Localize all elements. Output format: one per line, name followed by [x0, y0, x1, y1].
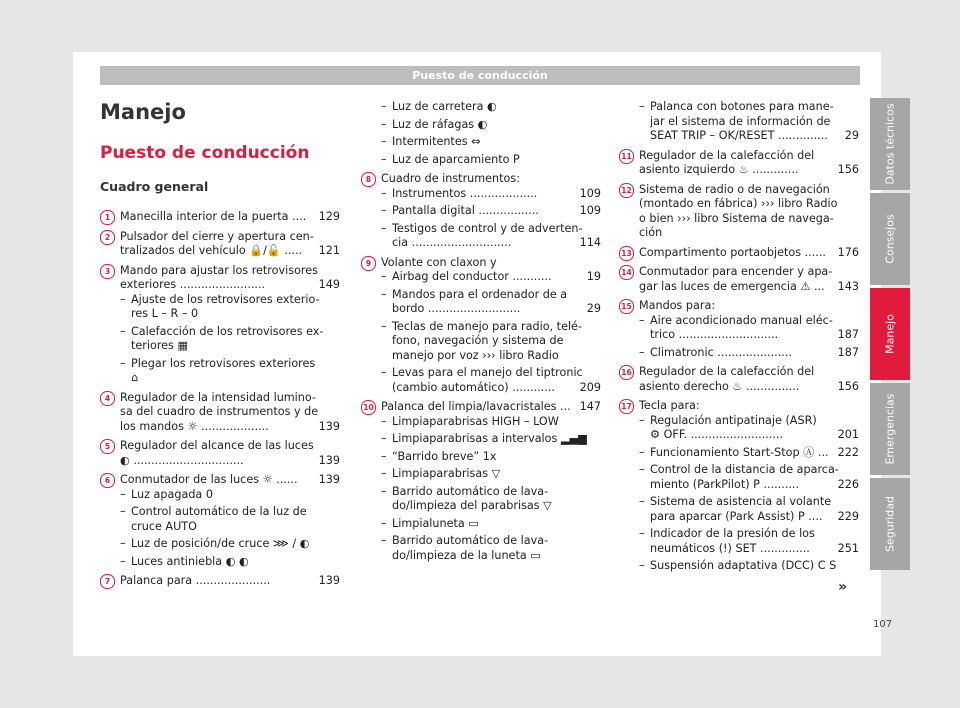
entry-text: – Barrido automático de lava-	[392, 534, 549, 547]
entry-line	[650, 495, 859, 510]
entry-line	[650, 346, 859, 361]
entry-line	[392, 270, 601, 285]
entry-text: – Climatronic .....................	[650, 345, 792, 359]
entry-text: tralizados del vehículo 🔒/🔓 .....	[120, 244, 303, 257]
entry-line	[639, 226, 859, 241]
entry-line	[131, 339, 340, 354]
column-1	[104, 210, 340, 594]
page-ref[interactable]: 139	[318, 574, 340, 587]
section-title: Manejo	[100, 100, 186, 124]
entry-line	[392, 381, 601, 396]
sub-entry	[381, 450, 601, 465]
toc-entry	[639, 100, 859, 144]
entry-line	[120, 230, 340, 245]
entry-line	[131, 555, 340, 570]
tab-consejos[interactable]: Consejos	[870, 193, 910, 285]
entry-text: do/limpieza de la luneta ▭	[392, 548, 541, 562]
sub-entry	[639, 314, 859, 343]
entry-line	[131, 488, 340, 503]
entry-text: – Luz de carretera ◐	[392, 100, 497, 113]
entry-line	[650, 100, 859, 115]
callout-number: 3	[100, 264, 115, 279]
entry-text: miento (ParkPilot) P ..........	[650, 477, 800, 491]
page-ref[interactable]: 139	[318, 473, 340, 486]
toc-entry	[104, 574, 340, 589]
entry-line	[131, 307, 340, 322]
toc-entry	[621, 365, 859, 394]
entry-text: Compartimento portaobjetos ......	[639, 245, 826, 259]
entry-text: Mandos para:	[639, 299, 716, 312]
callout-number: 11	[619, 149, 634, 164]
entry-text: sa del cuadro de instrumentos y de	[120, 405, 319, 418]
page-ref[interactable]: 29	[586, 302, 601, 315]
toc-entry	[104, 439, 340, 468]
callout-number: 10	[361, 400, 376, 415]
entry-line	[639, 280, 859, 295]
toc-entry	[104, 390, 340, 435]
callout-number: 7	[100, 574, 115, 589]
entry-text: res L – R – 0	[131, 307, 199, 320]
entry-line	[392, 485, 601, 500]
entry-line	[650, 510, 859, 525]
entry-line	[639, 183, 859, 198]
callout-number: 16	[619, 365, 634, 380]
entry-line	[392, 467, 601, 482]
entry-text: – Limpiaparabrisas HIGH – LOW	[392, 414, 559, 428]
entry-line	[392, 222, 601, 237]
entry-text: Manecilla interior de la puerta ....	[120, 210, 307, 223]
entry-text: – Limpiaparabrisas a intervalos ▂▄▆	[392, 432, 587, 445]
entry-line	[381, 256, 601, 271]
page-ref[interactable]: 139	[318, 453, 340, 467]
entry-line	[639, 399, 859, 414]
entry-line	[650, 328, 859, 343]
sub-entry	[639, 446, 859, 461]
entry-text: o bien ››› libro Sistema de navega-	[639, 211, 834, 225]
toc-entry	[363, 400, 601, 563]
entry-line	[392, 450, 601, 465]
entry-text: fono, navegación y sistema de	[392, 334, 564, 347]
page-ref[interactable]: 121	[318, 244, 340, 257]
entry-line	[639, 299, 859, 314]
entry-line	[120, 439, 340, 454]
entry-text: Conmutador para encender y apa-	[639, 265, 833, 278]
entry-text: – Control automático de la luz de	[131, 505, 307, 518]
sub-entry	[381, 204, 601, 219]
sub-entry	[381, 288, 601, 317]
entry-line	[392, 204, 601, 219]
side-tabs	[870, 98, 910, 573]
entry-text: – Palanca con botones para mane-	[650, 100, 834, 113]
entry-text: – Plegar los retrovisores exteriores	[131, 356, 316, 370]
sub-entry	[120, 537, 340, 552]
entry-text: – Calefacción de los retrovisores ex-	[131, 324, 324, 338]
callout-number: 6	[100, 473, 115, 488]
entry-text: exteriores ........................	[120, 278, 266, 291]
toc-entry	[104, 210, 340, 225]
entry-text: bordo ..........................	[392, 302, 521, 315]
entry-text: Regulador del alcance de las luces	[120, 439, 314, 452]
entry-line	[392, 517, 601, 532]
entry-text: Conmutador de las luces ☼ ......	[120, 473, 298, 486]
callout-number: 17	[619, 399, 634, 414]
entry-text: Tecla para:	[639, 399, 700, 412]
entry-text: – Pantalla digital .................	[392, 204, 539, 217]
entry-line	[392, 153, 601, 168]
entry-text: Regulador de la calefacción del	[639, 365, 815, 378]
entry-text: SEAT TRIP – OK/RESET ..............	[650, 129, 828, 142]
entry-line	[650, 542, 859, 557]
sub-entry	[120, 488, 340, 503]
toc-entry	[104, 473, 340, 569]
sub-entry	[381, 534, 601, 563]
sub-entry	[120, 293, 340, 322]
entry-line	[650, 314, 859, 329]
entry-line	[392, 432, 601, 447]
entry-text: ción	[639, 226, 663, 239]
page-number: 107	[873, 619, 893, 630]
entry-text: Palanca para .....................	[120, 574, 271, 587]
page-ref[interactable]: 143	[837, 279, 859, 293]
entry-text: – Sistema de asistencia al volante	[650, 495, 832, 508]
callout-number: 8	[361, 172, 376, 187]
entry-text: Sistema de radio o de navegación	[639, 182, 830, 196]
entry-line	[650, 446, 859, 461]
sub-entry	[381, 135, 601, 150]
entry-line	[392, 236, 601, 251]
sub-entry	[381, 485, 601, 514]
entry-line	[392, 349, 601, 364]
entry-line	[392, 187, 601, 202]
page-ref[interactable]: 187	[837, 345, 859, 359]
entry-text: asiento izquierdo ♨ .............	[639, 163, 799, 176]
entry-text: – Suspensión adaptativa (DCC) C S	[650, 559, 837, 572]
tab-datos-tecnicos[interactable]: Datos técnicos	[870, 98, 910, 190]
entry-line	[120, 420, 340, 435]
page-ref[interactable]: 176	[837, 245, 859, 259]
entry-text: Regulador de la intensidad lumino-	[120, 390, 316, 404]
page-ref[interactable]: 109	[579, 204, 601, 217]
entry-line	[650, 428, 859, 443]
subsection-title: Cuadro general	[100, 179, 209, 194]
entry-line	[120, 574, 340, 589]
toc-entry	[621, 182, 859, 241]
page-ref[interactable]: 226	[837, 477, 859, 491]
entry-line	[392, 118, 601, 133]
entry-line	[392, 549, 601, 564]
page-ref[interactable]: 139	[318, 419, 340, 433]
page-ref[interactable]: 19	[586, 270, 601, 283]
entry-line	[120, 264, 340, 279]
entry-line	[392, 415, 601, 430]
entry-text: ⚙ OFF. ..........................	[650, 428, 784, 441]
entry-line	[650, 478, 859, 493]
entry-text: ◐ ...............................	[120, 453, 244, 467]
tab-manejo[interactable]: Manejo	[870, 288, 910, 380]
entry-text: los mandos ☼ ...................	[120, 419, 269, 433]
page-ref[interactable]: 129	[318, 210, 340, 223]
toc-entry	[365, 172, 601, 251]
toc-entry	[621, 399, 859, 574]
sub-entry	[639, 495, 859, 524]
sub-entry	[381, 432, 601, 447]
entry-text: – Luz apagada 0	[131, 487, 213, 501]
entry-text: Regulador de la calefacción del	[639, 148, 815, 162]
entry-line	[392, 288, 601, 303]
entry-line	[639, 265, 859, 280]
toc-entry	[621, 148, 859, 178]
page-ref[interactable]: 251	[837, 541, 859, 555]
entry-text: do/limpieza del parabrisas ▽	[392, 499, 552, 512]
toc-entry	[365, 255, 601, 396]
toc-entry	[104, 229, 340, 259]
entry-text: Cuadro de instrumentos:	[381, 172, 520, 185]
callout-number: 1	[100, 210, 115, 225]
sub-entry	[381, 187, 601, 202]
entry-text: – Testigos de control y de adverten-	[392, 221, 583, 235]
entry-line	[639, 197, 859, 212]
entry-line	[381, 172, 601, 187]
toc-entry	[621, 245, 859, 261]
entry-text: – Ajuste de los retrovisores exterio-	[131, 292, 320, 306]
entry-text: gar las luces de emergencia ⚠ ...	[639, 279, 825, 293]
continue-arrow: »	[838, 579, 848, 595]
entry-line	[650, 527, 859, 542]
entry-line	[392, 334, 601, 349]
entry-text: manejo por voz ››› libro Radio	[392, 348, 559, 362]
entry-line	[650, 414, 859, 429]
sub-entry	[120, 357, 340, 386]
entry-line	[120, 210, 340, 225]
entry-text: – Luz de ráfagas ◐	[392, 117, 488, 131]
page-ref[interactable]: 114	[579, 236, 601, 249]
entry-line	[650, 559, 859, 574]
sub-entry	[381, 320, 601, 364]
toc-entry	[621, 265, 859, 294]
entry-line	[131, 325, 340, 340]
entry-line	[131, 537, 340, 552]
entry-text: cruce AUTO	[131, 519, 197, 533]
tab-seguridad[interactable]: Seguridad	[870, 478, 910, 570]
entry-line	[639, 246, 859, 261]
page-ref[interactable]: 147	[579, 400, 601, 413]
entry-line	[650, 115, 859, 130]
entry-line	[131, 505, 340, 520]
sub-entry	[381, 100, 601, 115]
entry-line	[392, 366, 601, 381]
sub-entry	[639, 346, 859, 361]
sub-entry	[639, 559, 859, 574]
page-header: Puesto de conducción	[100, 66, 860, 85]
entry-text: – Regulación antipatinaje (ASR)	[650, 413, 817, 427]
entry-text: – Teclas de manejo para radio, telé-	[392, 319, 582, 333]
sub-entry	[381, 118, 601, 133]
entry-line	[392, 302, 601, 317]
entry-line	[120, 278, 340, 293]
entry-line	[639, 212, 859, 227]
callout-number: 13	[619, 246, 634, 261]
entry-line	[120, 454, 340, 469]
entry-line	[131, 371, 340, 386]
entry-line	[639, 365, 859, 380]
entry-text: – Airbag del conductor ...........	[392, 270, 552, 283]
entry-text: – Limpialuneta ▭	[392, 516, 479, 530]
entry-text: para aparcar (Park Assist) P ....	[650, 509, 823, 523]
callout-number: 15	[619, 299, 634, 314]
entry-text: trico ............................	[650, 328, 779, 341]
page-ref[interactable]: 109	[579, 186, 601, 200]
column-3	[621, 100, 859, 579]
entry-text: – “Barrido breve” 1x	[392, 449, 497, 463]
toc-entry	[381, 100, 601, 167]
callout-number: 5	[100, 439, 115, 454]
sub-entry	[639, 100, 859, 144]
entry-line	[392, 135, 601, 150]
callout-number: 9	[361, 256, 376, 271]
tab-emergencias[interactable]: Emergencias	[870, 383, 910, 475]
entry-line	[131, 293, 340, 308]
page-ref[interactable]: 187	[837, 328, 859, 341]
entry-line	[131, 357, 340, 372]
page-ref[interactable]: 201	[837, 428, 859, 441]
entry-line	[381, 400, 601, 415]
entry-line	[120, 405, 340, 420]
toc-entry	[621, 299, 859, 360]
callout-number: 12	[619, 183, 634, 198]
entry-text: neumáticos (!) SET ..............	[650, 541, 810, 555]
entry-line	[392, 320, 601, 335]
entry-line	[120, 391, 340, 406]
sub-entry	[381, 270, 601, 285]
page-ref[interactable]: 156	[837, 163, 859, 176]
entry-text: (cambio automático) ............	[392, 380, 555, 394]
entry-text: teriores ▦	[131, 339, 189, 352]
entry-text: asiento derecho ♨ ...............	[639, 379, 800, 393]
column-2	[363, 100, 601, 568]
sub-entry	[381, 366, 601, 395]
entry-text: – Luces antiniebla ◐ ◐	[131, 554, 249, 568]
entry-line	[650, 463, 859, 478]
entry-line	[131, 520, 340, 535]
entry-text: jar el sistema de información de	[650, 114, 831, 128]
entry-line	[392, 534, 601, 549]
entry-text: Mando para ajustar los retrovisores	[120, 263, 318, 277]
page-ref[interactable]: 229	[837, 509, 859, 523]
page-ref[interactable]: 209	[579, 380, 601, 394]
sub-entry	[120, 325, 340, 354]
entry-text: – Instrumentos ...................	[392, 186, 538, 200]
entry-line	[650, 129, 859, 144]
entry-text: – Aire acondicionado manual eléc-	[650, 313, 833, 327]
entry-text: – Funcionamiento Start-Stop Ⓐ ...	[650, 445, 829, 459]
page-ref[interactable]: 29	[844, 129, 859, 142]
page-ref[interactable]: 149	[318, 278, 340, 291]
sub-entry	[381, 517, 601, 532]
entry-line	[639, 163, 859, 178]
entry-text: cia ............................	[392, 236, 512, 249]
entry-text: Pulsador del cierre y apertura cen-	[120, 229, 314, 243]
sub-entry	[120, 505, 340, 534]
entry-text: Volante con claxon y	[381, 255, 497, 269]
entry-text: – Intermitentes ⇔	[392, 135, 481, 148]
sub-entry	[381, 222, 601, 251]
sub-entry	[381, 415, 601, 430]
sub-entry	[639, 414, 859, 443]
entry-text: ⌂	[131, 371, 139, 384]
entry-line	[120, 244, 340, 259]
entry-text: – Limpiaparabrisas ▽	[392, 467, 501, 480]
entry-line	[392, 100, 601, 115]
sub-entry	[381, 467, 601, 482]
entry-text: (montado en fábrica) ››› libro Radio	[639, 197, 838, 210]
entry-text: – Luz de posición/de cruce ⋙ / ◐	[131, 537, 310, 550]
chapter-title: Puesto de conducción	[100, 143, 310, 163]
sub-entry	[381, 153, 601, 168]
callout-number: 14	[619, 265, 634, 280]
page-ref[interactable]: 222	[837, 445, 859, 459]
entry-text: – Barrido automático de lava-	[392, 484, 549, 498]
callout-number: 2	[100, 230, 115, 245]
callout-number: 4	[100, 391, 115, 406]
entry-line	[120, 473, 340, 488]
entry-text: Palanca del limpia/lavacristales ...	[381, 400, 571, 413]
sub-entry	[639, 527, 859, 556]
entry-line	[639, 380, 859, 395]
entry-line	[392, 499, 601, 514]
page-ref[interactable]: 156	[837, 379, 859, 393]
entry-text: – Levas para el manejo del tiptronic	[392, 366, 583, 379]
entry-text: – Indicador de la presión de los	[650, 527, 815, 540]
sub-entry	[639, 463, 859, 492]
entry-text: – Mandos para el ordenador de a	[392, 287, 568, 301]
entry-text: – Control de la distancia de aparca-	[650, 463, 839, 476]
toc-entry	[104, 263, 340, 386]
entry-line	[639, 149, 859, 164]
entry-text: – Luz de aparcamiento P	[392, 152, 520, 166]
sub-entry	[120, 555, 340, 570]
